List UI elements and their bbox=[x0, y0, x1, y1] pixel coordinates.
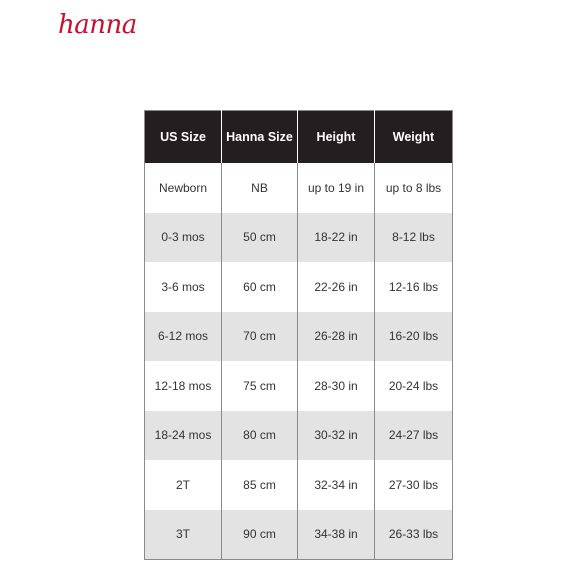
table-row bbox=[145, 460, 453, 510]
cell-us-size: Newborn bbox=[145, 163, 222, 213]
cell-weight: up to 8 lbs bbox=[375, 163, 453, 213]
cell-weight: 27-30 lbs bbox=[375, 460, 453, 510]
cell-height: 22-26 in bbox=[298, 262, 375, 312]
header-height: Height bbox=[298, 111, 375, 164]
cell-hanna-size: 50 cm bbox=[222, 213, 298, 263]
cell-weight: 8-12 lbs bbox=[375, 213, 453, 263]
cell-hanna-size: 85 cm bbox=[222, 460, 298, 510]
cell-hanna-size: NB bbox=[222, 163, 298, 213]
cell-hanna-size: 75 cm bbox=[222, 361, 298, 411]
cell-hanna-size: 80 cm bbox=[222, 411, 298, 461]
table-row bbox=[145, 361, 453, 411]
cell-height: 32-34 in bbox=[298, 460, 375, 510]
cell-height: 28-30 in bbox=[298, 361, 375, 411]
cell-height: 30-32 in bbox=[298, 411, 375, 461]
table-row bbox=[145, 262, 453, 312]
cell-height: 26-28 in bbox=[298, 312, 375, 362]
size-chart-table bbox=[144, 110, 453, 560]
table-row bbox=[145, 312, 453, 362]
hanna-logo: hanna bbox=[58, 10, 137, 40]
cell-hanna-size: 70 cm bbox=[222, 312, 298, 362]
cell-us-size: 18-24 mos bbox=[145, 411, 222, 461]
cell-weight: 24-27 lbs bbox=[375, 411, 453, 461]
size-chart-header bbox=[145, 111, 453, 164]
table-row bbox=[145, 411, 453, 461]
table-row bbox=[145, 213, 453, 263]
cell-us-size: 3-6 mos bbox=[145, 262, 222, 312]
cell-height: up to 19 in bbox=[298, 163, 375, 213]
header-weight: Weight bbox=[375, 111, 453, 164]
cell-us-size: 0-3 mos bbox=[145, 213, 222, 263]
cell-height: 18-22 in bbox=[298, 213, 375, 263]
cell-hanna-size: 90 cm bbox=[222, 510, 298, 560]
cell-weight: 12-16 lbs bbox=[375, 262, 453, 312]
header-hanna-size: Hanna Size bbox=[222, 111, 298, 164]
table-row bbox=[145, 163, 453, 213]
size-chart-body bbox=[145, 163, 453, 559]
cell-us-size: 6-12 mos bbox=[145, 312, 222, 362]
cell-weight: 16-20 lbs bbox=[375, 312, 453, 362]
cell-weight: 26-33 lbs bbox=[375, 510, 453, 560]
cell-us-size: 3T bbox=[145, 510, 222, 560]
cell-us-size: 2T bbox=[145, 460, 222, 510]
header-row bbox=[145, 111, 453, 164]
cell-hanna-size: 60 cm bbox=[222, 262, 298, 312]
table-row bbox=[145, 510, 453, 560]
cell-weight: 20-24 lbs bbox=[375, 361, 453, 411]
cell-height: 34-38 in bbox=[298, 510, 375, 560]
header-us-size: US Size bbox=[145, 111, 222, 164]
cell-us-size: 12-18 mos bbox=[145, 361, 222, 411]
